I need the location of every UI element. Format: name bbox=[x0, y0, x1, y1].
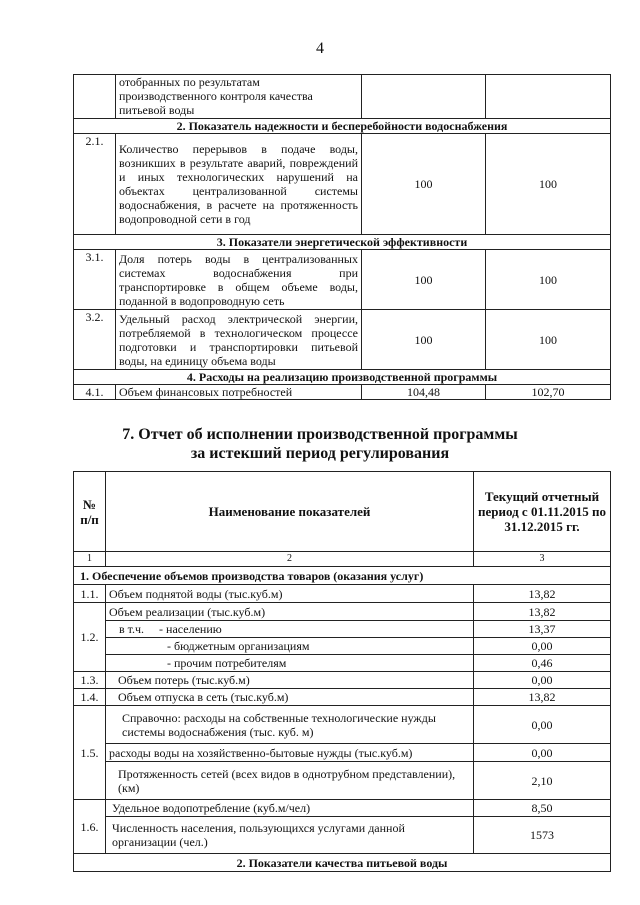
indicators-table bbox=[73, 74, 611, 400]
section-heading: 4. Расходы на реализацию производственной программы bbox=[74, 370, 611, 385]
header-number: № п/п bbox=[74, 472, 106, 552]
indicator-value: 13,37 bbox=[474, 621, 611, 638]
indicator-name: Справочно: расходы на собственные технологические нужды системы водоснабжения (тыс. куб. м) bbox=[106, 706, 474, 744]
indicator-value: 13,82 bbox=[474, 603, 611, 621]
column-index: 3 bbox=[474, 552, 611, 567]
indicator-name: Объем потерь (тыс.куб.м) bbox=[106, 672, 474, 689]
column-index: 2 bbox=[106, 552, 474, 567]
section-7-title-line2: за истекший период регулирования bbox=[190, 445, 450, 462]
section-heading: 1. Обеспечение объемов производства товаров (оказания услуг) bbox=[74, 567, 611, 585]
indicator-value: 100 bbox=[362, 134, 486, 235]
indicator-value: 0,00 bbox=[474, 672, 611, 689]
indicator-value: 0,46 bbox=[474, 655, 611, 672]
indicator-name: Протяженность сетей (всех видов в однотрубном представлении), (км) bbox=[106, 762, 474, 800]
indicator-name: Удельное водопотребление (куб.м/чел) bbox=[106, 800, 474, 817]
row-number: 3.1. bbox=[74, 250, 116, 310]
continued-text: отобранных по результатам производственного контроля качества питьевой воды bbox=[116, 75, 362, 119]
section-heading: 2. Показатели качества питьевой воды bbox=[74, 854, 611, 872]
indicator-name: Объем финансовых потребностей bbox=[116, 385, 362, 400]
sub-indicator bbox=[106, 621, 474, 638]
header-name: Наименование показателей bbox=[106, 472, 474, 552]
indicator-value: 102,70 bbox=[486, 385, 611, 400]
indicator-value: 100 bbox=[486, 134, 611, 235]
table-cell bbox=[486, 75, 611, 119]
row-number: 1.3. bbox=[74, 672, 106, 689]
section-heading: 3. Показатели энергетической эффективности bbox=[74, 235, 611, 250]
indicator-value: 8,50 bbox=[474, 800, 611, 817]
indicator-value: 0,00 bbox=[474, 706, 611, 744]
page-number: 4 bbox=[316, 40, 324, 57]
indicator-value: 104,48 bbox=[362, 385, 486, 400]
sub-label: - прочим потребителям bbox=[106, 655, 474, 672]
row-number: 1.4. bbox=[74, 689, 106, 706]
indicator-name: Объем поднятой воды (тыс.куб.м) bbox=[106, 585, 474, 603]
indicator-value: 1573 bbox=[474, 817, 611, 854]
sub-label: - бюджетным организациям bbox=[106, 638, 474, 655]
indicator-value: 100 bbox=[362, 250, 486, 310]
indicator-name: расходы воды на хозяйственно-бытовые нужды (тыс.куб.м) bbox=[106, 744, 474, 762]
sub-label: - населению bbox=[159, 622, 222, 636]
header-period: Текущий отчетный период с 01.11.2015 по 31.12.2015 гг. bbox=[474, 472, 611, 552]
indicator-value: 13,82 bbox=[474, 585, 611, 603]
section-7-title bbox=[0, 425, 640, 463]
indicator-value: 0,00 bbox=[474, 638, 611, 655]
indicator-value: 13,82 bbox=[474, 689, 611, 706]
row-number: 4.1. bbox=[74, 385, 116, 400]
sub-prefix: в т.ч. bbox=[119, 622, 145, 636]
indicator-name: Количество перерывов в подаче воды, возникших в результате аварий, повреждений и иных технологических нарушений на объектах централизованной системы водоснабжения, в расчете на протяженность водопроводной сети в год bbox=[116, 134, 362, 235]
indicator-value: 100 bbox=[486, 250, 611, 310]
row-number: 3.2. bbox=[74, 310, 116, 370]
row-number: 1.6. bbox=[74, 800, 106, 854]
indicator-value: 100 bbox=[362, 310, 486, 370]
indicator-name: Численность населения, пользующихся услугами данной организации (чел.) bbox=[106, 817, 474, 854]
indicator-name: Удельный расход электрической энергии, потребляемой в технологическом процессе подготовки и транспортировки питьевой воды, на единицу объема воды bbox=[116, 310, 362, 370]
table-cell bbox=[74, 75, 116, 119]
indicator-value: 2,10 bbox=[474, 762, 611, 800]
row-number: 1.5. bbox=[74, 706, 106, 800]
section-heading: 2. Показатель надежности и бесперебойности водоснабжения bbox=[74, 119, 611, 134]
column-index: 1 bbox=[74, 552, 106, 567]
table-cell bbox=[362, 75, 486, 119]
indicator-value: 100 bbox=[486, 310, 611, 370]
report-table bbox=[73, 471, 611, 872]
row-number: 1.1. bbox=[74, 585, 106, 603]
indicator-name: Объем реализации (тыс.куб.м) bbox=[106, 603, 474, 621]
section-7-title-line1: 7. Отчет об исполнении производственной программы bbox=[122, 426, 518, 443]
row-number: 1.2. bbox=[74, 603, 106, 672]
indicator-value: 0,00 bbox=[474, 744, 611, 762]
indicator-name: Доля потерь воды в централизованных системах водоснабжения при транспортировке в общем объеме воды, поданной в водопроводную сеть bbox=[116, 250, 362, 310]
indicator-name: Объем отпуска в сеть (тыс.куб.м) bbox=[106, 689, 474, 706]
row-number: 2.1. bbox=[74, 134, 116, 235]
